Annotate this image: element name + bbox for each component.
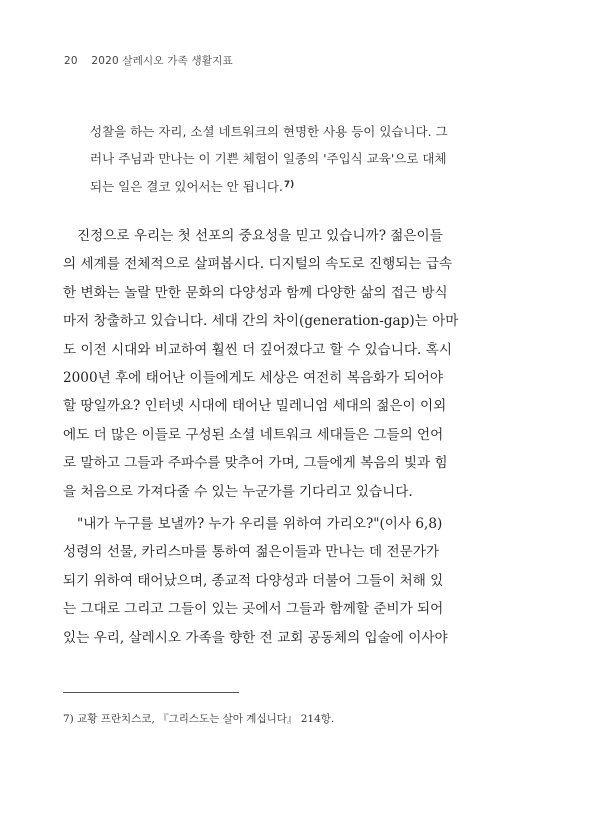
running-title: 2020 살레시오 가족 생활지표 bbox=[91, 55, 233, 67]
page-number: 20 bbox=[64, 55, 78, 67]
paragraph-line: 한 변화는 놀랄 만한 문화의 다양성과 함께 다양한 삶의 접근 방식 bbox=[63, 284, 448, 301]
paragraph-line: 로 말하고 그들과 주파수를 맞추어 가며, 그들에게 복음의 빛과 힘 bbox=[63, 455, 448, 472]
footnote-divider bbox=[63, 692, 239, 693]
body-paragraph-1 bbox=[63, 222, 533, 506]
paragraph-line: 성령의 선물, 카리스마를 통하여 젊은이들과 만나는 데 전문가가 bbox=[63, 544, 439, 561]
footnote-reference[interactable]: 7) bbox=[283, 180, 295, 190]
quote-line-text: 되는 일은 결코 있어서는 안 됩니다. bbox=[90, 179, 283, 194]
paragraph-line: 있는 우리, 살레시오 가족을 향한 전 교회 공동체의 입술에 이사야 bbox=[63, 629, 448, 646]
running-header bbox=[64, 53, 233, 68]
quote-line: 러나 주님과 만나는 이 기쁜 체험이 일종의 '주입식 교육'으로 대체 bbox=[90, 150, 447, 166]
quoted-passage bbox=[90, 119, 510, 201]
paragraph-line: 에도 더 많은 이들로 구성된 소셜 네트워크 세대들은 그들의 언어 bbox=[63, 426, 444, 443]
paragraph-line: 의 세계를 전체적으로 살펴봅시다. 디지털의 속도로 진행되는 급속 bbox=[63, 256, 453, 273]
footnote: 7) 교황 프란치스코, 『그리스도는 살아 계십니다』 214항. bbox=[63, 713, 335, 725]
body-paragraph-2 bbox=[63, 510, 533, 652]
paragraph-line: "내가 누구를 보낼까? 누가 우리를 위하여 가리오?"(이사 6,8) bbox=[77, 516, 443, 532]
paragraph-line: 2000년 후에 태어난 이들에게도 세상은 여전히 복음화가 되어야 bbox=[63, 370, 443, 387]
paragraph-line: 되기 위하여 태어났으며, 종교적 다양성과 더불어 그들이 처해 있 bbox=[63, 572, 444, 589]
paragraph-line: 는 그대로 그리고 그들이 있는 곳에서 그들과 함께할 준비가 되어 bbox=[63, 601, 444, 618]
paragraph-line: 을 처음으로 가져다줄 수 있는 누군가를 기다리고 있습니다. bbox=[63, 483, 413, 500]
paragraph-line: 마저 창출하고 있습니다. 세대 간의 차이(generation-gap)는 아마 bbox=[63, 313, 459, 330]
paragraph-line: 도 이전 시대와 비교하여 훨씬 더 깊어졌다고 할 수 있습니다. 혹시 bbox=[63, 341, 452, 358]
quote-line: 성찰을 하는 자리, 소셜 네트워크의 현명한 사용 등이 있습니다. 그 bbox=[90, 124, 448, 139]
paragraph-line: 할 땅일까요? 인터넷 시대에 태어난 밀레니엄 세대의 젊은이 이외 bbox=[63, 398, 447, 415]
paragraph-line: 진정으로 우리는 첫 선포의 중요성을 믿고 있습니까? 젊은이들 bbox=[77, 228, 443, 244]
quote-line bbox=[90, 172, 510, 201]
